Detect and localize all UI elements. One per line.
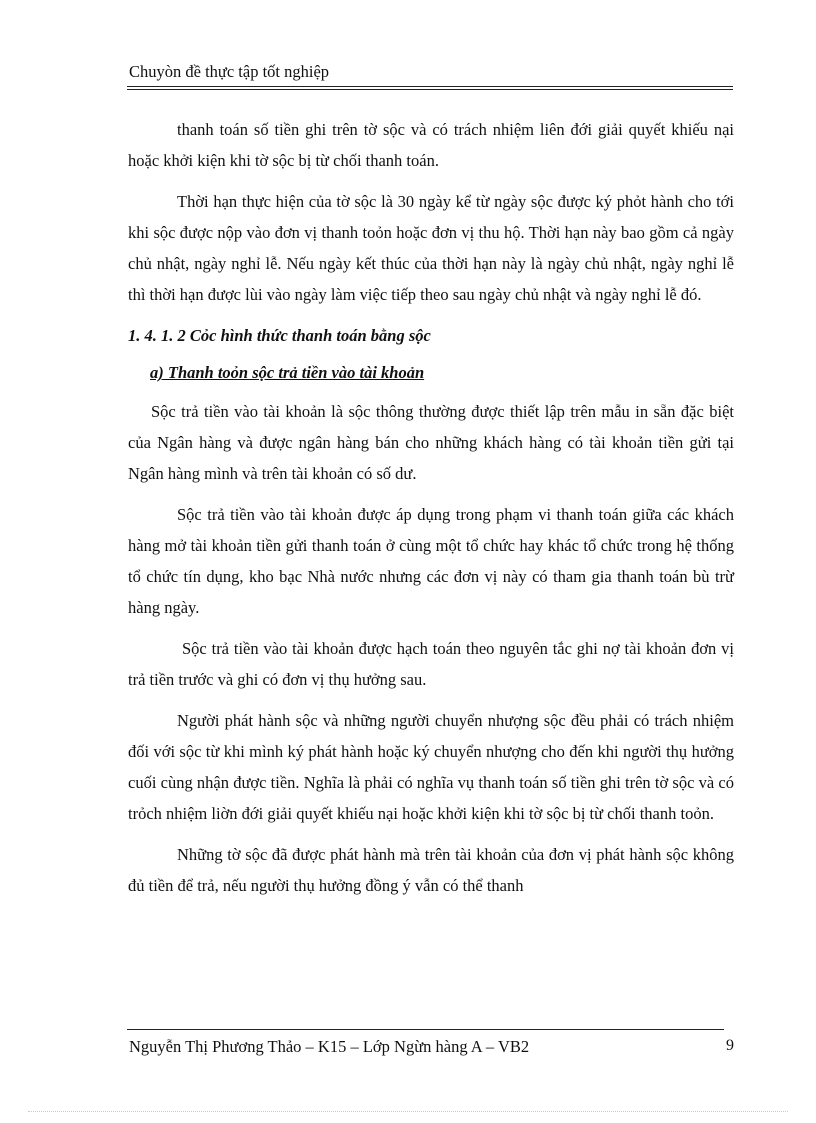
paragraph-7: Những tờ sộc đã được phát hành mà trên tài khoản của đơn vị phát hành sộc không đủ tiền để trả, nếu người thụ hưởng đồng ý vẫn có thể thanh [128, 845, 734, 895]
page-header-title: Chuyòn đề thực tập tốt nghiệp [129, 62, 330, 81]
page-bottom-border [28, 1111, 788, 1112]
footer-author-line: Nguyễn Thị Phương Thảo – K15 – Lớp Ngừn hàng A – VB2 [129, 1037, 530, 1056]
section-heading: 1. 4. 1. 2 Cỏc hình thức thanh toán bằng sộc [128, 326, 431, 345]
paragraph-6: Người phát hành sộc và những người chuyển nhượng sộc đều phải có trách nhiệm đối với sộc từ khi mình ký phát hành hoặc ký chuyển nhượng cho đến khi người thụ hưởng cuối cùng nhận được tiền. Nghĩa là phải có nghĩa vụ thanh toán số tiền ghi trên tờ sộc và có trỏch nhiệm liờn đới giải quyết khiếu nại hoặc khởi kiện khi tờ sộc bị từ chối thanh toỏn. [128, 711, 734, 823]
page-number: 9 [726, 1037, 734, 1054]
document-body [128, 114, 734, 911]
paragraph-5: Sộc trả tiền vào tài khoản được hạch toán theo nguyên tắc ghi nợ tài khoản đơn vị trả tiền trước và ghi có đơn vị thụ hưởng sau. [128, 639, 734, 689]
paragraph-1: thanh toán số tiền ghi trên tờ sộc và có trách nhiệm liên đới giải quyết khiếu nại hoặc khởi kiện khi tờ sộc bị từ chối thanh toán. [128, 120, 734, 170]
paragraph-3: Sộc trả tiền vào tài khoản là sộc thông thường được thiết lập trên mẫu in sẵn đặc biệt của Ngân hàng và được ngân hàng bán cho những khách hàng có tài khoản tiền gửi tại Ngân hàng mình và trên tài khoản có số dư. [128, 402, 734, 483]
footer-divider [127, 1029, 724, 1030]
paragraph-4: Sộc trả tiền vào tài khoản được áp dụng trong phạm vi thanh toán giữa các khách hàng mở tài khoản tiền gửi thanh toán ở cùng một tổ chức hay khác tổ chức trong hệ thống tổ chức tín dụng, kho bạc Nhà nước nhưng các đơn vị này có tham gia thanh toán bù trừ hàng ngày. [128, 505, 734, 617]
paragraph-2: Thời hạn thực hiện của tờ sộc là 30 ngày kể từ ngày sộc được ký phỏt hành cho tới khi sộc được nộp vào đơn vị thanh toỏn hoặc đơn vị thu hộ. Thời hạn này bao gồm cả ngày chủ nhật, ngày nghỉ lễ. Nếu ngày kết thúc của thời hạn này là ngày chủ nhật, ngày nghỉ lễ thì thời hạn được lùi vào ngày làm việc tiếp theo sau ngày chủ nhật và ngày nghỉ lễ đó. [128, 192, 734, 304]
header-divider [127, 86, 733, 90]
subsection-heading: a) Thanh toỏn sộc trả tiền vào tài khoản [150, 363, 425, 382]
